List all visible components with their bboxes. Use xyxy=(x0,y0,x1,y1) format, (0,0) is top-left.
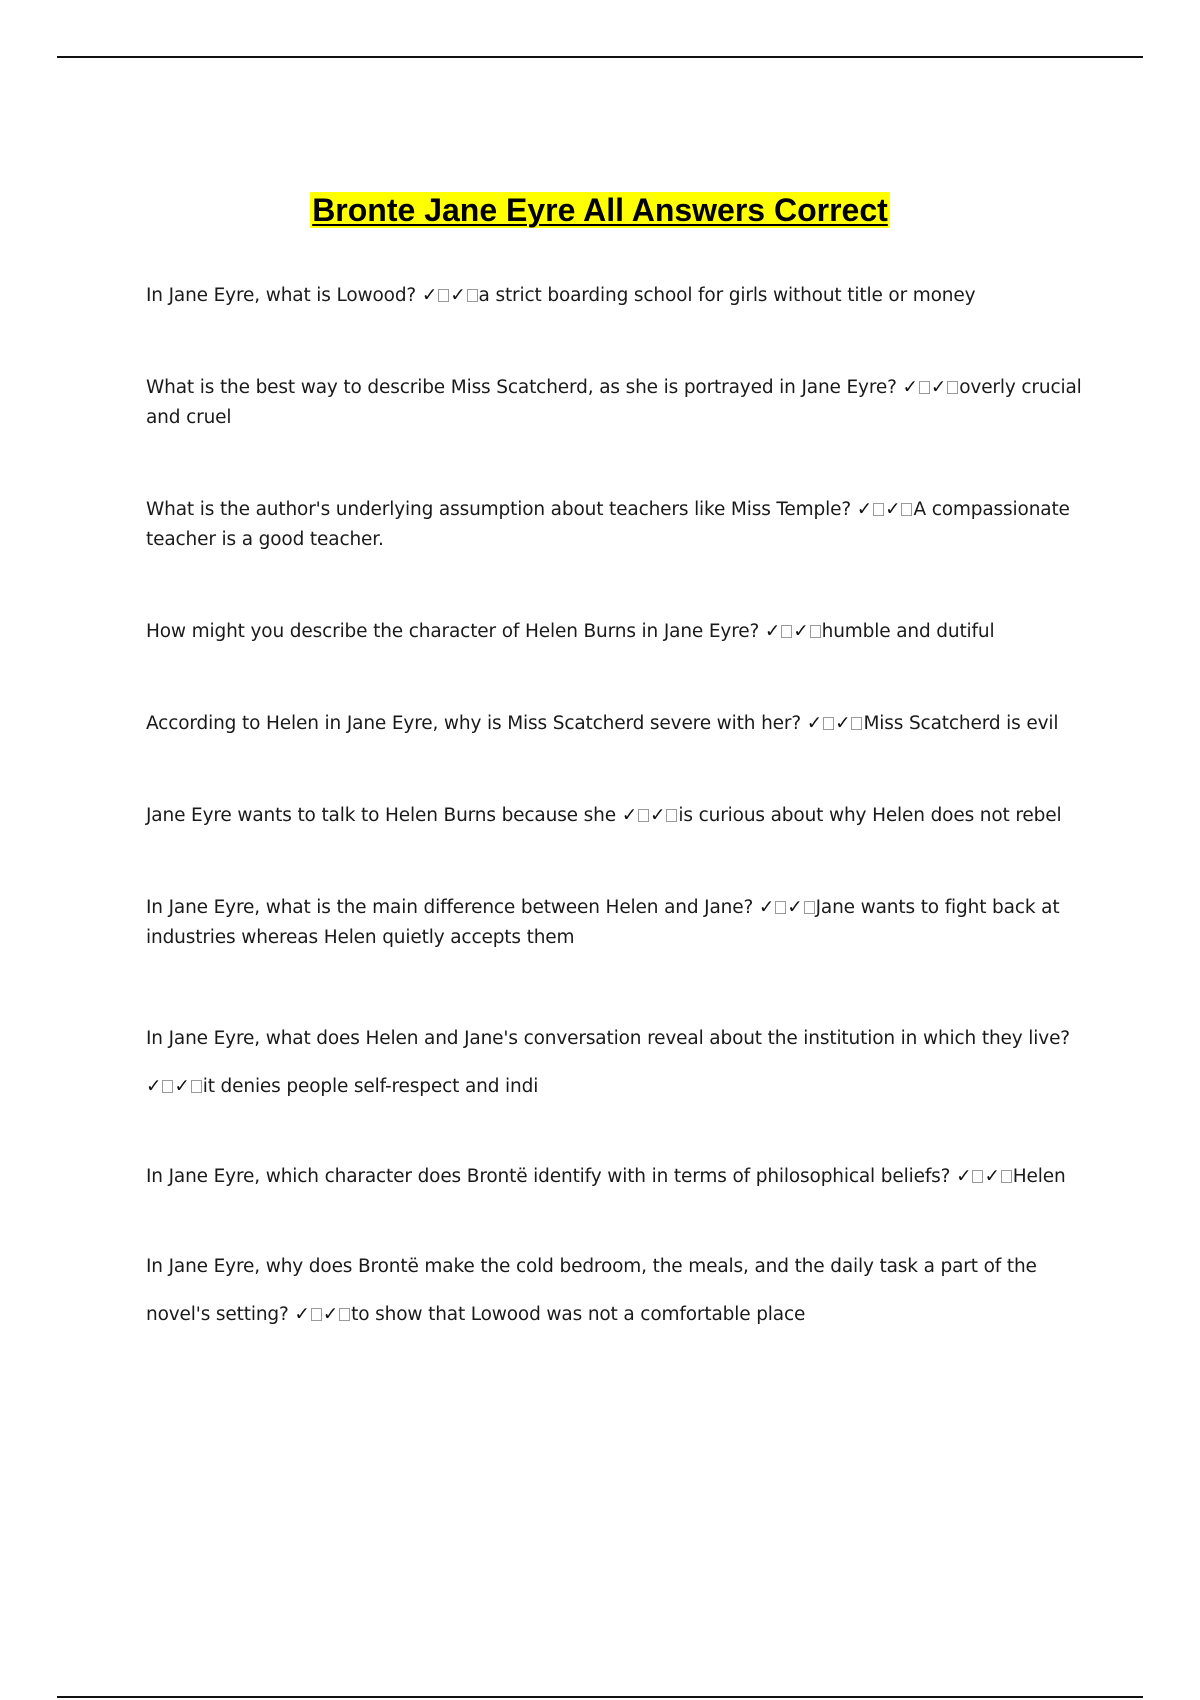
question-text: Jane Eyre wants to talk to Helen Burns because she xyxy=(146,805,616,826)
answer-text: is curious about why Helen does not rebel xyxy=(678,805,1062,826)
missing-glyph-icon xyxy=(438,289,449,302)
check-icon: ✓ xyxy=(806,713,823,734)
check-icon: ✓ xyxy=(835,713,851,734)
missing-glyph-icon xyxy=(804,901,815,914)
answer-text: Helen xyxy=(1012,1166,1066,1187)
missing-glyph-icon xyxy=(1001,1170,1012,1183)
title-container xyxy=(0,192,1200,228)
answer-text: A compassionate teacher is a good teacher. xyxy=(146,499,1070,550)
missing-glyph-icon xyxy=(162,1080,173,1093)
check-icon: ✓ xyxy=(793,621,809,642)
answer-text: it denies people self-respect and indi xyxy=(202,1076,539,1097)
missing-glyph-icon xyxy=(666,809,677,822)
question-text: According to Helen in Jane Eyre, why is Miss Scatcherd severe with her? xyxy=(146,713,801,734)
qa-item xyxy=(146,617,1086,647)
check-icon: ✓ xyxy=(885,499,901,520)
check-icon: ✓ xyxy=(294,1304,310,1325)
qa-list xyxy=(146,281,1086,1381)
question-text: What is the best way to describe Miss Scatcherd, as she is portrayed in Jane Eyre? xyxy=(146,377,897,398)
check-icon: ✓ xyxy=(787,897,803,918)
missing-glyph-icon xyxy=(947,381,958,394)
qa-item xyxy=(146,709,1086,739)
question-text: How might you describe the character of Helen Burns in Jane Eyre? xyxy=(146,621,760,642)
check-icon: ✓ xyxy=(758,897,775,918)
qa-item xyxy=(146,1153,1086,1201)
check-icon: ✓ xyxy=(856,499,873,520)
answer-text: overly crucial and cruel xyxy=(146,377,1082,428)
qa-item xyxy=(146,1243,1086,1339)
answer-text: a strict boarding school for girls without title or money xyxy=(478,285,976,306)
check-icon: ✓ xyxy=(650,805,666,826)
missing-glyph-icon xyxy=(901,503,912,516)
missing-glyph-icon xyxy=(339,1308,350,1321)
question-text: In Jane Eyre, what is Lowood? xyxy=(146,285,417,306)
missing-glyph-icon xyxy=(191,1080,202,1093)
missing-glyph-icon xyxy=(972,1170,983,1183)
answer-text: to show that Lowood was not a comfortable place xyxy=(351,1304,806,1325)
missing-glyph-icon xyxy=(873,503,884,516)
missing-glyph-icon xyxy=(823,717,834,730)
missing-glyph-icon xyxy=(775,901,786,914)
qa-item xyxy=(146,281,1086,311)
header-rule xyxy=(57,56,1143,58)
check-icon: ✓ xyxy=(902,377,918,398)
document-title: Bronte Jane Eyre All Answers Correct xyxy=(312,192,888,228)
check-icon: ✓ xyxy=(174,1076,190,1097)
qa-item xyxy=(146,373,1086,433)
check-icon: ✓ xyxy=(956,1166,972,1187)
question-text: In Jane Eyre, what is the main difference between Helen and Jane? xyxy=(146,897,754,918)
check-icon: ✓ xyxy=(450,285,466,306)
missing-glyph-icon xyxy=(467,289,478,302)
missing-glyph-icon xyxy=(919,381,930,394)
question-text: What is the author's underlying assumption about teachers like Miss Temple? xyxy=(146,499,852,520)
qa-item xyxy=(146,893,1086,953)
check-icon: ✓ xyxy=(322,1304,339,1325)
check-icon: ✓ xyxy=(764,621,781,642)
answer-text: Jane wants to fight back at industries whereas Helen quietly accepts them xyxy=(146,897,1060,948)
question-text: In Jane Eyre, why does Brontë make the cold bedroom, the meals, and the daily task a part of the novel's setting? xyxy=(146,1256,1037,1325)
check-icon: ✓ xyxy=(930,377,947,398)
question-text: In Jane Eyre, what does Helen and Jane's conversation reveal about the institution in which they live? xyxy=(146,1028,1070,1049)
qa-item xyxy=(146,1015,1086,1111)
check-icon: ✓ xyxy=(621,805,638,826)
question-text: In Jane Eyre, which character does Brontë identify with in terms of philosophical beliefs? xyxy=(146,1166,951,1187)
check-icon: ✓ xyxy=(984,1166,1000,1187)
answer-text: humble and dutiful xyxy=(821,621,995,642)
qa-item xyxy=(146,495,1086,555)
check-icon: ✓ xyxy=(146,1076,162,1097)
check-icon: ✓ xyxy=(421,285,438,306)
missing-glyph-icon xyxy=(311,1308,322,1321)
answer-text: Miss Scatcherd is evil xyxy=(863,713,1059,734)
qa-item xyxy=(146,801,1086,831)
missing-glyph-icon xyxy=(638,809,649,822)
footer-rule xyxy=(57,1696,1143,1698)
missing-glyph-icon xyxy=(810,625,821,638)
missing-glyph-icon xyxy=(851,717,862,730)
missing-glyph-icon xyxy=(781,625,792,638)
